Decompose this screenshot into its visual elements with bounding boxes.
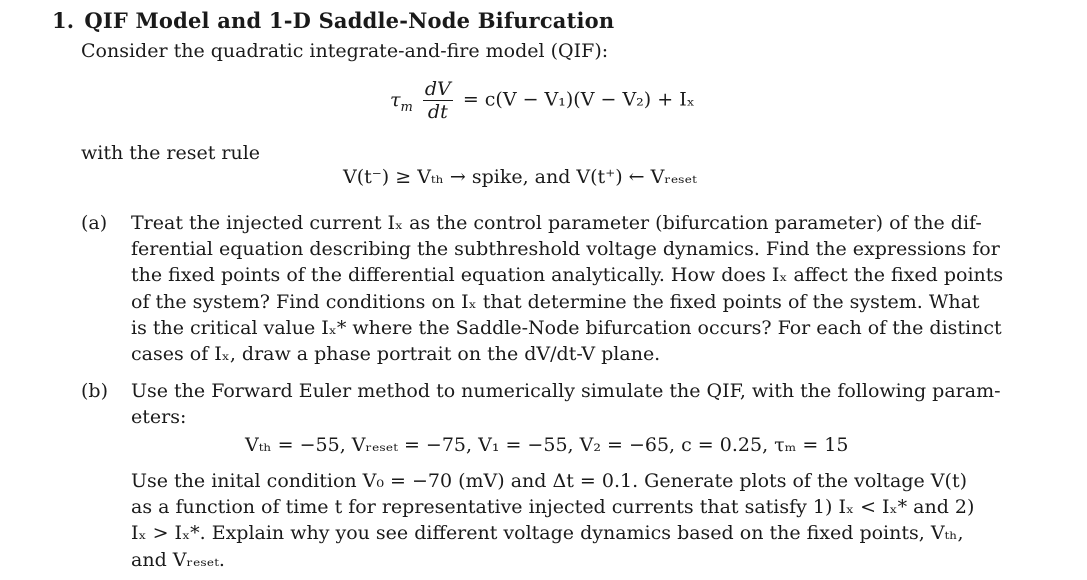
problem-number: 1. [52,8,75,33]
dvdt-fraction [423,78,453,123]
part-b-label: (b) [81,380,108,402]
part-a-line: is the critical value Iₓ* where the Saddle-Node bifurcation occurs? For each of the distinct [131,316,1002,339]
part-b-line: Use the Forward Euler method to numerically simulate the QIF, with the following param- [131,380,1001,402]
part-a-line: cases of Iₓ, draw a phase portrait on the dV/dt-V plane. [131,343,661,366]
reset-rule-equation: V(t⁻) ≥ Vₜₕ → spike, and V(t⁺) ← Vᵣₑₛₑₜ [343,166,697,188]
part-a-line: of the system? Find conditions on Iₓ that determine the fixed points of the system. What [131,290,980,313]
intro-text: Consider the quadratic integrate-and-fire model (QIF): [81,40,609,62]
part-b-line: Use the inital condition V₀ = −70 (mV) and Δt = 0.1. Generate plots of the voltage V(t) [131,470,967,492]
part-a-line: Treat the injected current Iₓ as the control parameter (bifurcation parameter) of the dif- [131,212,982,234]
qif-equation [390,78,695,123]
reset-intro: with the reset rule [81,142,261,164]
part-b-text-2 [131,468,974,573]
problem-title-text: QIF Model and 1-D Saddle-Node Bifurcation [84,8,615,33]
part-b-line: as a function of time t for representative injected currents that satisfy 1) Iₓ < Iₓ* and 2) [131,496,975,519]
tau-m-symbol: $\tau_m$ [390,88,413,115]
part-a-line: ferential equation describing the subthreshold voltage dynamics. Find the expressions for [131,238,1000,261]
part-b-text-1 [131,378,1001,430]
parameters-equation: Vₜₕ = −55, Vᵣₑₛₑₜ = −75, V₁ = −55, V₂ = −65, c = 0.25, τₘ = 15 [245,434,849,456]
fraction-denominator: dt [427,101,448,123]
equation-rhs: = c(V − V₁)(V − V₂) + Iₓ [462,88,695,111]
part-b-line: and Vᵣₑₛₑₜ. [131,548,225,571]
fraction-numerator: dV [424,78,451,100]
part-a-line: the fixed points of the differential equation analytically. How does Iₓ affect the fixed points [131,264,1004,287]
problem-title [52,8,614,33]
part-b-line: Iₓ > Iₓ*. Explain why you see different voltage dynamics based on the fixed points, Vₜₕ, [131,522,964,545]
part-b-line: eters: [131,406,187,429]
part-a-label: (a) [81,212,108,234]
part-a-text [131,210,1003,367]
